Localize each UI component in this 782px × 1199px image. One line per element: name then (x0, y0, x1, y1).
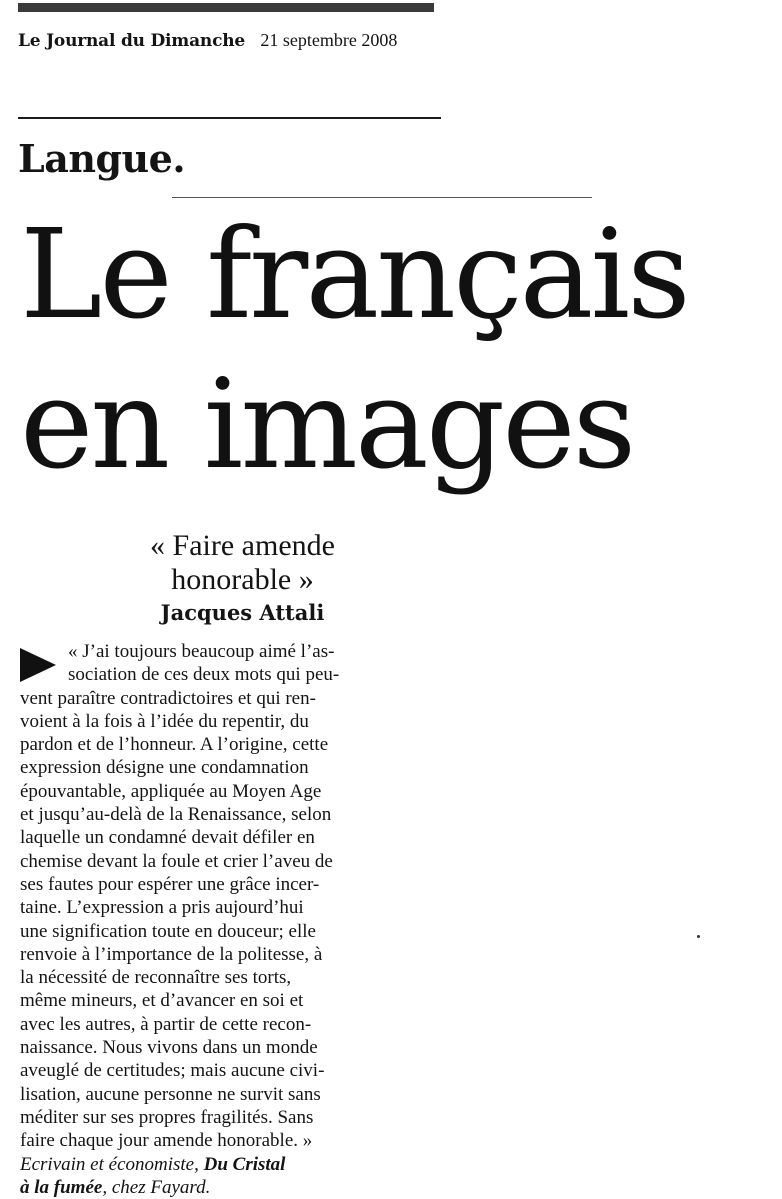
headline-rule (172, 197, 592, 198)
body-line: et jusqu’au-delà de la Renaissance, selon (20, 804, 332, 826)
book-title: à la fumée (20, 1176, 103, 1198)
body-line: vent paraître contradictoires et qui ren- (20, 687, 316, 709)
body-line: aveuglé de certitudes; mais aucune civi- (20, 1060, 325, 1082)
body-line: « J’ai toujours beaucoup aimé l’as- (68, 641, 335, 662)
body-line: ses fautes pour espérer une grâce incer- (20, 873, 320, 895)
body-line: naissance. Nous vivons dans un monde (20, 1037, 318, 1059)
body-line: épouvantable, appliquée au Moyen Age (20, 780, 322, 802)
credit-text: , chez Fayard. (102, 1176, 211, 1198)
body-line: lisation, aucune personne ne survit sans (20, 1083, 321, 1105)
author-credit-line-1 (20, 1153, 386, 1176)
quote-title-line-1: « Faire amende (150, 529, 335, 562)
masthead (18, 30, 397, 51)
body-line: taine. L’expression a pris aujourd’hui (20, 897, 304, 919)
scan-speck (697, 935, 700, 938)
body-line: méditer sur ses propres fragilités. Sans (20, 1106, 314, 1128)
body-line: chemise devant la foule et crier l’aveu de (20, 850, 333, 872)
body-line: même mineurs, et d’avancer en soi et (20, 990, 304, 1012)
headline (20, 200, 780, 500)
body-line: faire chaque jour amende honorable. » (20, 1130, 313, 1152)
section-rule (18, 117, 441, 119)
body-line: sociation de ces deux mots qui peu- (68, 664, 340, 686)
headline-line-1: Le français (20, 203, 688, 347)
masthead-top-bar (18, 3, 434, 12)
quote-title-line-2: honorable » (171, 563, 314, 596)
headline-line-2: en images (20, 353, 634, 497)
body-line: avec les autres, à partir de cette recon- (20, 1013, 312, 1035)
book-title: Du Cristal (203, 1153, 286, 1175)
body-line: renvoie à l’importance de la politesse, à (20, 943, 323, 965)
author-credit-line-2 (20, 1176, 386, 1199)
body-line: expression désigne une condamnation (20, 757, 309, 779)
body-line: une signification toute en douceur; elle (20, 920, 316, 942)
body-line: pardon et de l’honneur. A l’origine, cette (20, 734, 329, 756)
body-line: voient à la fois à l’idée du repentir, du (20, 710, 309, 732)
credit-text: Ecrivain et économiste, (20, 1153, 204, 1175)
newspaper-name: Le Journal du Dimanche (18, 31, 245, 51)
author-name: Jacques Attali (160, 600, 325, 625)
body-line: la nécessité de reconnaître ses torts, (20, 967, 292, 989)
article-body (20, 640, 386, 1199)
issue-date: 21 septembre 2008 (260, 30, 398, 50)
body-line: laquelle un condamné devait défiler en (20, 827, 315, 849)
section-title: Langue. (18, 136, 186, 181)
